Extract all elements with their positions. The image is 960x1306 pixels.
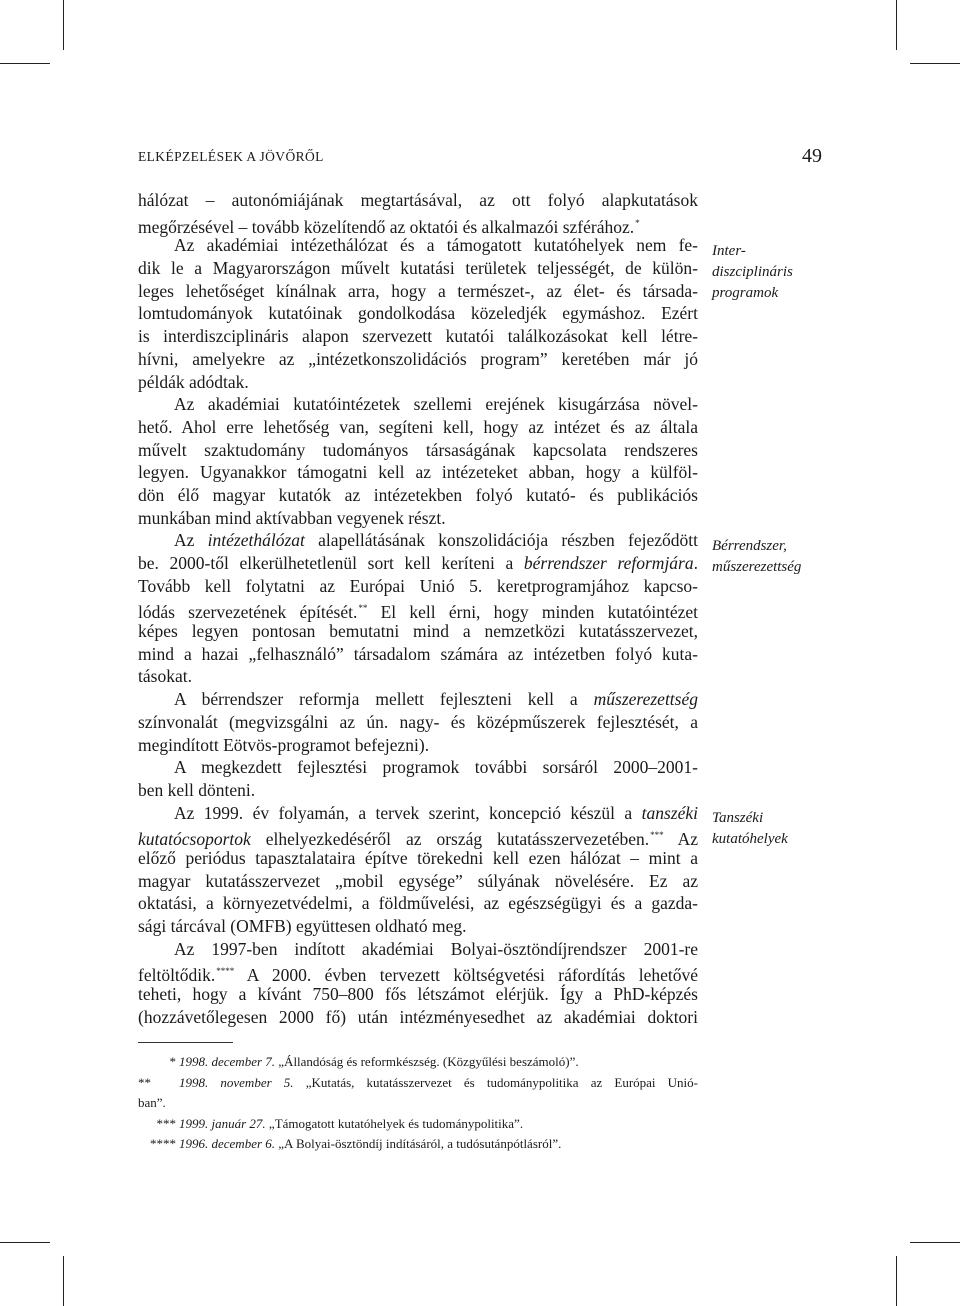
line-text: be. 2000-től elkerülhetetlenül sort kell keríteni a [138,553,524,573]
line-text: Az [174,530,208,551]
margin-note-salary-system [712,536,862,578]
line-text: hívni, amelyekre az „intézetkonszolidációs program” keretében már jó [138,348,698,369]
line-text: képes legyen pontosan bemutatni mind a nemzetközi kutatásszervezet, [138,621,698,642]
line-text: hető. Ahol erre lehetőség van, segíteni kell, hogy az intézet és az általa [138,416,698,437]
body-line [138,983,698,1006]
body-line [138,734,698,757]
footnote-marker: ** [138,1074,151,1090]
footnote-date: 1998. november 5. [179,1074,294,1090]
line-text: elhelyezkedéséről az ország kutatásszervezetében. [250,829,650,850]
line-text: mind a hazai „felhasználó” társadalom számára az intézetben folyó kuta- [138,643,698,664]
body-line [138,416,698,439]
line-text: dik le a Magyarországon művelt kutatási területek teljességét, de külön- [138,258,698,279]
margin-note-departmental [712,808,862,850]
line-text: lomtudományok kutatóinak gondolkodása közeledjék egymáshoz. Ezért [138,303,698,324]
margin-note-line: kutatóhelyek [712,831,788,847]
line-text: dön élő magyar kutatók az intézetekben folyó kutató- és publikációs [138,484,698,505]
body-line [138,280,698,303]
footnote-text: „Állandóság és reformkészség. (Közgyűlési beszámoló)”. [275,1054,579,1069]
body-line [138,665,698,688]
italic-term: kutatócsoportok [138,829,251,850]
body-line [138,393,698,416]
line-text: alapellátásának konszolidációja részben fejeződött [304,530,698,551]
body-line [138,507,698,530]
body-line [138,484,698,507]
crop-mark [910,63,960,64]
footnote-date: 1999. január 27. [179,1115,266,1131]
body-line [138,439,698,462]
footnote-date: 1996. december 6. [179,1136,276,1151]
line-text: . [693,553,698,573]
line-text: Az [663,829,698,850]
body-line [138,257,698,280]
line-text: Az 1997-ben indított akadémiai Bolyai-ösztöndíjrendszer 2001-re [174,938,698,959]
margin-note-line: programok [712,285,779,301]
line-text: művelt szaktudomány tudományos társaságának kapcsolata rendszeres [138,439,698,460]
line-text: Az akadémiai kutatóintézetek szellemi erejének kisugárzása növel- [174,394,698,415]
footnote-marker: **** [216,966,235,977]
line-text: hálózat – autonómiájának megtartásával, az ott folyó alapkutatások [138,190,698,210]
line-text: példák adódtak. [138,371,249,392]
footnote-rule [138,1042,233,1043]
body-line [138,915,698,938]
body-line [138,802,698,825]
body-line [138,892,698,915]
body-line [138,461,698,484]
footnote-marker: *** [650,830,664,841]
body-line [138,371,698,394]
footnote-marker: * [635,217,640,228]
footnote-marker: * [169,1054,176,1069]
line-text: A bérrendszer reformja mellett fejleszteni kell a [174,689,594,710]
line-text: is interdiszciplináris alapon szervezett kutatói találkozásokat kell létre- [138,326,698,347]
italic-term: műszerezettség [593,689,698,710]
crop-mark [910,1242,960,1243]
footnote-text: „Támogatott kutatóhelyek és tudománypolitika”. [265,1115,524,1131]
body-line [138,189,698,212]
line-text: munkában mind aktívabban vegyenek részt. [138,507,446,528]
footnote-text: „Kutatás, kutatásszervezet és tudománypolitika az Európai Unió- [293,1074,698,1090]
body-line [138,643,698,666]
line-text: El kell érni, hogy minden kutatóintézet [367,602,699,623]
line-text: Az 1999. év folyamán, a tervek szerint, koncepció készül a [174,802,642,823]
crop-mark [0,63,50,64]
margin-note-line: Tanszéki [712,810,764,826]
body-line [138,597,699,623]
footnote [138,1052,698,1073]
footnote [138,1114,698,1135]
italic-term: tanszéki [641,802,698,823]
line-text: oktatási, a környezetvédelmi, a földművelési, az egészségügyi és a gazda- [138,893,698,914]
footnote [138,1073,698,1094]
body-line [138,960,698,986]
body-line [138,302,698,325]
line-text: ben kell dönteni. [138,779,256,800]
line-text: A 2000. évben tervezett költségvetési ráfordítás lehetővé [234,965,698,986]
line-text: A megkezdett fejlesztési programok további sorsáról 2000–2001- [174,757,698,778]
body-line [138,325,698,348]
footnote-text: „A Bolyai-ösztöndíj indításáról, a tudósutánpótlásról”. [275,1136,562,1151]
line-text: sági tárcával (OMFB) együttesen oldható meg. [138,916,467,936]
margin-note-interdisciplinary [712,241,862,304]
line-text: magyar kutatásszervezet „mobil egysége” súlyának növelésére. Ez az [138,870,698,891]
body-line [138,938,698,961]
line-text: leges lehetőséget kínálnak arra, hogy a természet-, az élet- és társada- [138,280,698,301]
body-line [138,620,698,643]
running-head-title: ELKÉPZELÉSEK A JÖVŐRŐL [138,149,324,164]
footnote [138,1134,698,1155]
line-text: megindított Eötvös-programot befejezni). [138,734,430,755]
body-line [138,348,698,371]
line-text: tásokat. [138,666,192,687]
crop-mark [63,0,64,50]
crop-mark [896,1256,897,1306]
margin-note-line: Bérrendszer, [712,538,787,554]
crop-mark [63,1256,64,1306]
body-line [138,234,698,257]
margin-note-line: műszerezettség [712,559,802,575]
line-text: feltöltődik. [138,965,216,986]
line-text: Tovább kell folytatni az Európai Unió 5. keretprogramjához kapcso- [138,575,698,596]
footnotes [138,1052,698,1155]
footnote-marker: ** [358,603,368,614]
line-text: előző periódus tapasztalataira építve törekedni kell ezen hálózat – mint a [138,847,698,868]
body-line [138,756,698,779]
line-text: lódás szervezetének építését. [138,602,358,623]
margin-note-line: diszciplináris [712,264,793,280]
line-text: teheti, hogy a kívánt 750–800 fős létszámot elérjük. Így a PhD-képzés [138,984,698,1005]
italic-term: intézethálózat [207,530,305,551]
line-text: megőrzésével – tovább közelítendő az oktatói és alkalmazói szférához. [138,216,635,237]
footnote [138,1093,698,1114]
footnote-marker: *** [156,1115,176,1131]
line-text: legyen. Ugyanakkor támogatni kell az intézeteket abban, hogy a külföl- [138,462,698,483]
italic-term: bérrendszer reformjára [523,553,694,573]
body-line [138,711,698,734]
margin-note-line: Inter- [712,243,746,259]
footnote-text: ban”. [138,1095,166,1110]
line-text: Az akadémiai intézethálózat és a támogatott kutatóhelyek nem fe- [174,235,698,256]
body-line [138,1006,698,1029]
crop-mark [0,1242,50,1243]
body-line [138,552,698,575]
body-line [138,870,698,893]
page-number: 49 [802,145,822,167]
body-text [138,189,698,1028]
footnote-marker: **** [150,1136,176,1151]
crop-mark [896,0,897,50]
line-text: színvonalát (megvizsgálni az ún. nagy- és középműszerek fejlesztését, a [138,711,698,732]
footnote-date: 1998. december 7. [179,1054,276,1069]
body-line [138,847,698,870]
body-line [138,212,698,235]
line-text: (hozzávetőlegesen 2000 fő) után intézményesedhet az akadémiai doktori [138,1006,698,1027]
body-line [138,779,698,802]
body-line [138,575,698,598]
running-head [138,145,822,169]
body-line [138,688,698,711]
body-line [138,529,698,552]
body-line [138,824,698,850]
